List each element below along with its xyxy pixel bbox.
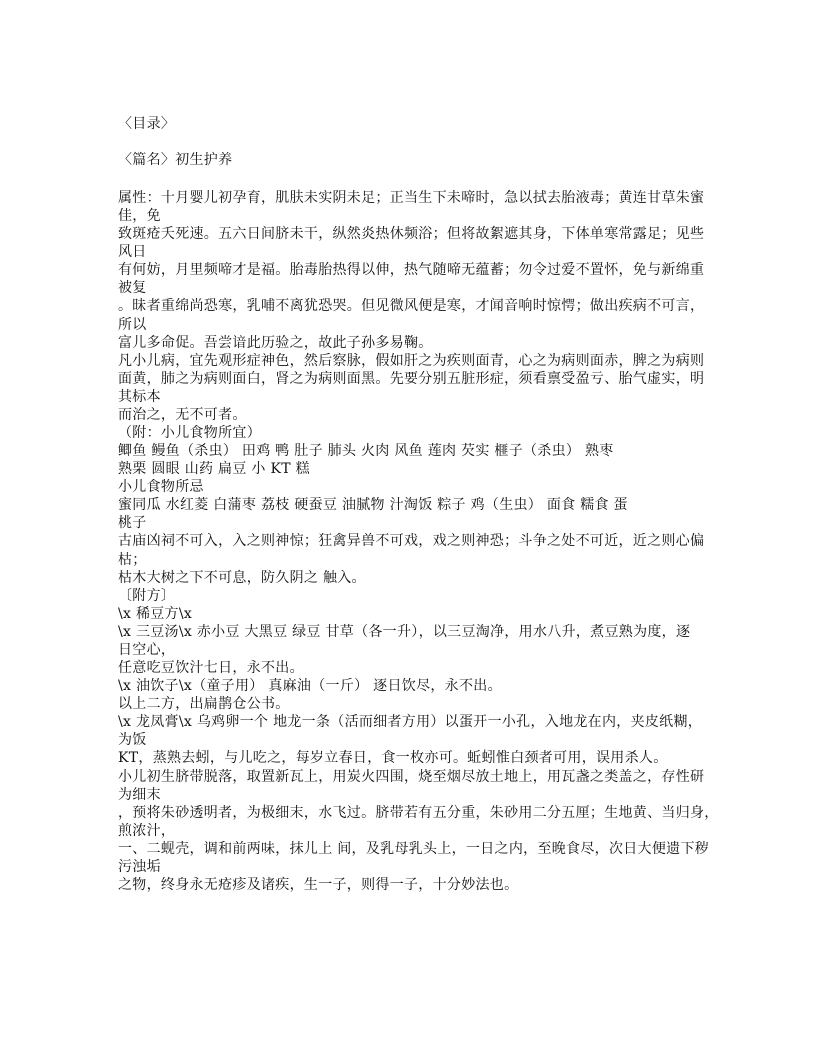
text-line: 而治之，无不可者。 [118, 406, 247, 423]
text-line: 污浊垢 [118, 858, 161, 875]
text-line: \x 三豆汤\x 赤小豆 大黑豆 绿豆 甘草（各一升），以三豆淘净，用水八升，煮豆熟为度，逐 [118, 623, 691, 640]
text-line: \x 油饮子\x（童子用） 真麻油（一斤） 逐日饮尽，永不出。 [118, 678, 502, 695]
text-line: 有何妨，月里频啼才是福。胎毒胎热得以伸，热气随啼无蕴蓄；勿令过爱不置怀，免与新绵重 [118, 262, 705, 279]
document-body [0, 189, 816, 894]
text-line: 面黄，肺之为病则面白，肾之为病则面黑。先要分别五脏形症，须看禀受盈亏、胎气虚实，明 [118, 370, 705, 387]
toc-heading: 〈目录〉 [118, 116, 176, 132]
text-line: 佳，免 [118, 208, 161, 225]
text-line: 〔附方〕 [118, 587, 176, 604]
text-line: 小儿初生脐带脱落，取置新瓦上，用炭火四围，烧至烟尽放土地上，用瓦盏之类盖之，存性研 [118, 768, 705, 785]
text-line: 桃子 [118, 515, 147, 532]
text-line: 枯； [118, 551, 147, 568]
text-line: 之物，终身永无疮疹及诸疾，生一子，则得一子，十分妙法也。 [118, 876, 519, 893]
text-line: 凡小儿病，宜先观形症神色，然后察脉，假如肝之为疾则面青，心之为病则面赤，脾之为病则 [118, 352, 705, 369]
text-line: 风日 [118, 244, 147, 261]
text-line: 日空心， [118, 641, 176, 658]
text-line: KT，蒸熟去蚓，与儿吃之，每岁立春日，食一枚亦可。蚯蚓惟白颈者可用，误用杀人。 [118, 750, 668, 767]
text-line: （附：小儿食物所宜） [118, 425, 261, 442]
text-line: 属性：十月婴儿初孕育，肌肤未实阴未足；正当生下未啼时，急以拭去胎液毒；黄连甘草朱蜜 [118, 190, 705, 206]
text-line: 以上二方，出扁鹊仓公书。 [118, 696, 290, 713]
text-line: 鲫鱼 鳗鱼（杀虫） 田鸡 鸭 肚子 肺头 火肉 风鱼 莲肉 芡实 榧子（杀虫） 熟枣 [118, 443, 614, 460]
text-line: 蜜同瓜 水红菱 白蒲枣 荔枝 硬蚕豆 油腻物 汁淘饭 粽子 鸡（生虫） 面食 糯食 蛋 [118, 497, 628, 514]
text-line: 所以 [118, 316, 147, 333]
text-line: 枯木大树之下不可息，防久阴之 触入。 [118, 569, 366, 586]
chapter-title: 〈篇名〉初生护养 [118, 152, 233, 168]
text-line: 为细末 [118, 786, 161, 803]
text-line: \x 龙凤膏\x 乌鸡卵一个 地龙一条（活而细者方用）以蛋开一小孔，入地龙在内，夹皮纸糊， [118, 714, 703, 731]
text-line: 其标本 [118, 388, 161, 405]
text-line: 。昧者重绵尚恐寒，乳哺不离犹恐哭。但见微风便是寒，才闻音响时惊愕；做出疾病不可言， [118, 298, 705, 315]
text-line: 小儿食物所忌 [118, 479, 204, 496]
text-line: \x 稀豆方\x [118, 605, 193, 622]
text-line: 一、二蚬壳，调和前两味，抹儿上 间，及乳母乳头上，一日之内，至晚食尽，次日大便遗下秽 [118, 840, 710, 857]
text-line: 熟栗 圆眼 山药 扁豆 小 KT 糕 [118, 461, 310, 478]
text-line: ，预将朱砂透明者，为极细末，水飞过。脐带若有五分重，朱砂用二分五厘；生地黄、当归身， [118, 804, 719, 821]
text-line: 为饭 [118, 732, 147, 749]
text-line: 富儿多命促。吾尝谙此历验之，故此子孙多易鞠。 [118, 334, 433, 351]
text-line: 任意吃豆饮汁七日，永不出。 [118, 660, 304, 677]
text-line: 致斑疮夭死速。五六日间脐未干，纵然炎热休频浴；但将故絮遮其身，下体单寒常露足；见些 [118, 226, 705, 243]
text-line: 古庙凶祠不可入，入之则神惊；狂禽异兽不可戏，戏之则神恐；斗争之处不可近，近之则心偏 [118, 533, 705, 550]
text-line: 煎浓汁， [118, 822, 176, 839]
text-line: 被复 [118, 280, 147, 297]
